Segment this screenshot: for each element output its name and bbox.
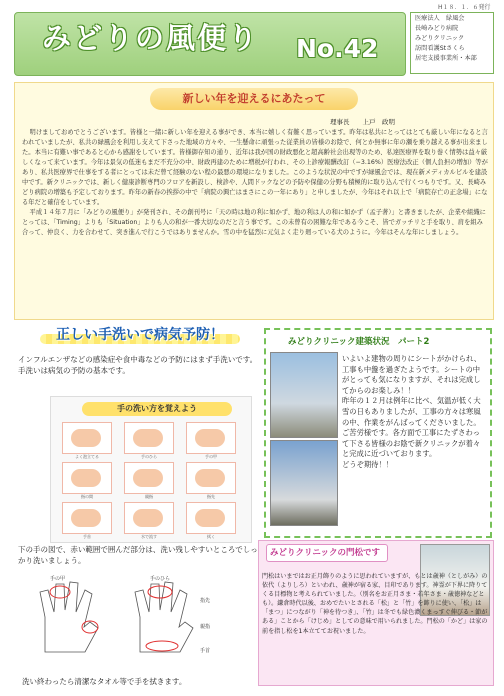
handwash-note: 下の手の図で、赤い範囲で囲んだ部分は、洗い残しやすいところでしっかり洗いましょう。 <box>18 545 258 565</box>
hand-icon <box>195 469 225 487</box>
handwash-step <box>124 422 174 459</box>
hand-icon <box>133 509 163 527</box>
handwash-step-caption: よく泡立てる <box>75 454 99 459</box>
handwash-step-caption: 手の甲 <box>205 454 217 459</box>
hand-diagram <box>30 572 230 662</box>
new-year-author: 理事長 上戸 政明 <box>330 118 395 126</box>
handwash-step-caption: 手首 <box>83 534 91 539</box>
org-line: 医療法人 緑風会 <box>415 15 465 22</box>
newsletter-title: みどりの風便り <box>42 21 260 55</box>
handwash-step <box>186 422 236 459</box>
hand-icon <box>195 429 225 447</box>
hand-icon <box>195 509 225 527</box>
hand-label: 手のひら <box>150 576 171 582</box>
hand-label: 手の甲 <box>50 576 66 582</box>
hand-icon <box>133 469 163 487</box>
new-year-body <box>22 128 488 238</box>
issue-date: H１８．１．６発行 <box>438 4 491 11</box>
handwash-step-caption: 指先 <box>207 494 215 499</box>
handwash-title: 正しい手洗いで病気予防！ <box>56 327 224 343</box>
handwash-step-caption: 手のひら <box>141 454 157 459</box>
handwash-step-caption: 指の間 <box>81 494 93 499</box>
handwash-step-caption: 親指 <box>145 494 153 499</box>
org-line: みどりクリニック <box>415 35 465 42</box>
hand-label: 親指 <box>200 624 211 630</box>
org-line: 長崎みどり病院 <box>415 25 459 32</box>
org-line: 訪問看護Stさくら <box>415 45 465 52</box>
handwash-step <box>124 502 174 539</box>
kadomatsu-title: みどりクリニックの門松です <box>270 548 380 558</box>
hand-back-outline <box>40 582 98 652</box>
issue-number: No.42 <box>296 34 379 63</box>
handwash-step <box>186 462 236 499</box>
kadomatsu-body: 門松はいまではお正月飾りのように思われていますが、もとは歳神（としがみ）の依代（よりしろ）といわれ、歳神が宿る家、目印であります。神霊が下界に降りてくる目標物と考えられていました。（別名をお正月さま・若年さま・歳徳神などとも）。鎌倉時代以後、おめでたいとされる「松」と「竹」を飾りに使い、「松」は「まつ」につながり「神を待つき」、「竹」は冬でも緑色濃くまっすぐ伸びる・節がある」ことから「けじめ」としての意味で用いられました。門松の「かど」は家の前を指し松を1本立ててお祝いました。 <box>262 573 488 635</box>
handwash-step <box>62 502 112 539</box>
hand-icon <box>71 469 101 487</box>
new-year-title: 新しい年を迎えるにあたって <box>182 92 326 105</box>
handwash-intro: インフルエンザなどの感染症や食中毒などの予防にはまず手洗いです。 手洗いは病気の予防の基本です。 <box>18 355 258 375</box>
hand-icon <box>71 509 101 527</box>
handwash-step-caption: 水で流す <box>141 534 157 539</box>
new-year-paragraph: 明けましておめでとうございます。皆様と一緒に新しい年を迎える事ができ、本当に嬉しく有難く思っています。昨年は私共にとってはとても厳しい年になると言われていましたが、私共の緑風会を利用し支えて下さった地域の方々や、一生懸命に頑張った従業員の皆様のお陰で、何とか無事に年の瀬を乗り越える事が出来ました。本当に有難い事であると心から感謝をしています。皆様御存知の通り、近年は我が国の財政悪化と超高齢社会出現等のため、私達医療界を取り巻く情勢は益々厳しくなって来ています。今年は景気の低迷もまだ不充分の中、財政再建のために増税が行われ、その上診療報酬改訂（−3.16%）医療法改正（個人負担の増加）等があり、私共医療界で仕事をする者にとっては未だ曾て経験のない程の最悪の環境になりました。このような状況の中ですが緑風会では、現在新メディカルビルを建設中です。新クリニックでは、新しく健康診断専門のフロアを新設し、検診や、人間ドックなどの予防や保健の分野も積極的に取り込んで行くつもりです。又、長崎みどり病院の増築も予定しております。昨年の新春の挨拶の中で「病院の興亡はまさにこの一年にあり」と申しましたが、今年はそれ以上で「病院存亡の正念場」になる年だと確信をしています。 <box>22 129 488 206</box>
handwash-footer: 洗い終わったら清潔なタオル等で手を拭きます。 <box>22 677 187 686</box>
handwash-steps-title: 手の洗い方を覚えよう <box>82 402 232 416</box>
org-line: 居宅支援事業所・本部 <box>415 55 477 62</box>
construction-title: みどりクリニック建築状況 パート2 <box>288 337 430 347</box>
organization-box <box>410 12 494 74</box>
handwash-step-caption: 拭く <box>207 534 215 539</box>
hand-label: 手首 <box>200 648 211 654</box>
handwash-step <box>186 502 236 539</box>
construction-body: いよいよ建物の周りにシートがかけられ、工事も中盤を過ぎたようです。シートの中がとっても気になりますが、それは完成してからのお楽しみ！！ 昨年の１２月は例年に比べ、気温が低く大雪の日もありましたが、工事の方々は寒風の中、作業をがんばってくださいました。ご苦労様です。各方面で工事にたずさわって下さる皆様のお陰で新クリニックが着々と完成に近づいております。 どうぞ期待！！ <box>342 354 482 469</box>
hand-icon <box>71 429 101 447</box>
hand-icon <box>133 429 163 447</box>
handwash-step <box>124 462 174 499</box>
construction-photo <box>270 440 338 526</box>
handwash-step <box>62 422 112 459</box>
new-year-paragraph: 平成１４年７月に「みどりの風便り」が発刊され、その創刊号に「天の時は地の利に如かず、地の利は人の和に如かず（孟子著）」と書きましたが、企業や組織にとっては、「Timing」よりも「Situation」よりも人の和が一番大切なのだと言う事です。この未曾有の困難な年である今こそ、皆でガッチリと手を取り、肩を組み合って、仲良く、力を合わせて、突き進んで行こうではありませんか。雪の中を猛烈に元気よく走り廻っている犬のように。今年はそんな年にしましょう。 <box>22 209 486 236</box>
handwash-step <box>62 462 112 499</box>
hand-label: 指先 <box>200 598 211 604</box>
construction-photo <box>270 352 338 438</box>
